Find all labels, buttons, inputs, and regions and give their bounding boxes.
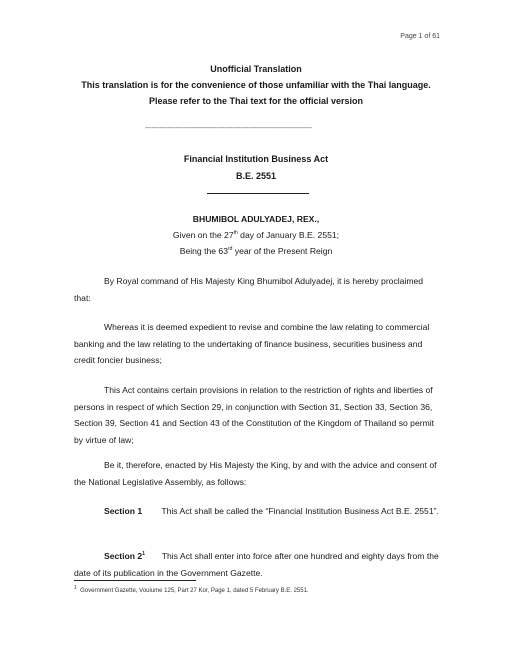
header-line-3: Please refer to the Thai text for the official version — [148, 96, 364, 106]
section-2 — [74, 548, 440, 581]
act-title: Financial Institution Business Act — [183, 154, 329, 164]
header-line-2: This translation is for the convenience of those unfamiliar with the Thai language. — [81, 80, 431, 90]
section-1 — [74, 503, 440, 520]
section-1-label: Section 1 — [104, 506, 143, 516]
section-2-text: This Act shall enter into force after one hundred and eighty days from the date of its publication in the Government Gazette. — [74, 551, 439, 578]
footnote — [74, 585, 309, 594]
king-name: BHUMIBOL ADULYADEJ, REX., — [192, 214, 320, 224]
section-2-footnote-ref[interactable]: 1 — [142, 551, 145, 558]
section-1-text: This Act shall be called the “Financial Institution Business Act B.E. 2551”. — [161, 506, 439, 516]
header-line-1: Unofficial Translation — [210, 64, 302, 74]
given-date: Given on the 27th day of January B.E. 2551; — [172, 230, 340, 240]
section-2-label: Section 2 — [104, 551, 143, 561]
title-underline — [207, 193, 309, 194]
footnote-rule — [74, 580, 196, 581]
separator-line: ---------------------------------------------------------------------------------- — [145, 125, 312, 132]
page-number: Page 1 of 61 — [400, 33, 440, 40]
enactment-paragraph: Be it, therefore, enacted by His Majesty the King, by and with the advice and consent of the National Legislative Assembly, as follows: — [74, 460, 437, 487]
act-year: B.E. 2551 — [235, 171, 277, 181]
whereas-paragraph: Whereas it is deemed expedient to revise and combine the law relating to commercial banking and the law relating to the undertaking of finance business, securities business and credit foncier business; — [74, 322, 430, 365]
footnote-text: Government Gazette, Voulume 125, Part 27 Kor, Page 1, dated 5 February B.E. 2551. — [80, 588, 309, 594]
restriction-paragraph: This Act contains certain provisions in relation to the restriction of rights and liberties of persons in respect of which Section 29, in conjunction with Section 31, Section 33, Section 36, Section 39, Section 41 and Section 43 of the Constitution of the Kingdom of Thailand so permit by virtue of law; — [74, 385, 435, 445]
reign-year: Being the 63rd year of the Present Reign — [179, 246, 333, 256]
footnote-marker: 1 — [74, 585, 77, 591]
proclamation-paragraph: By Royal command of His Majesty King Bhumibol Adulyadej, it is hereby proclaimed that: — [74, 276, 424, 303]
